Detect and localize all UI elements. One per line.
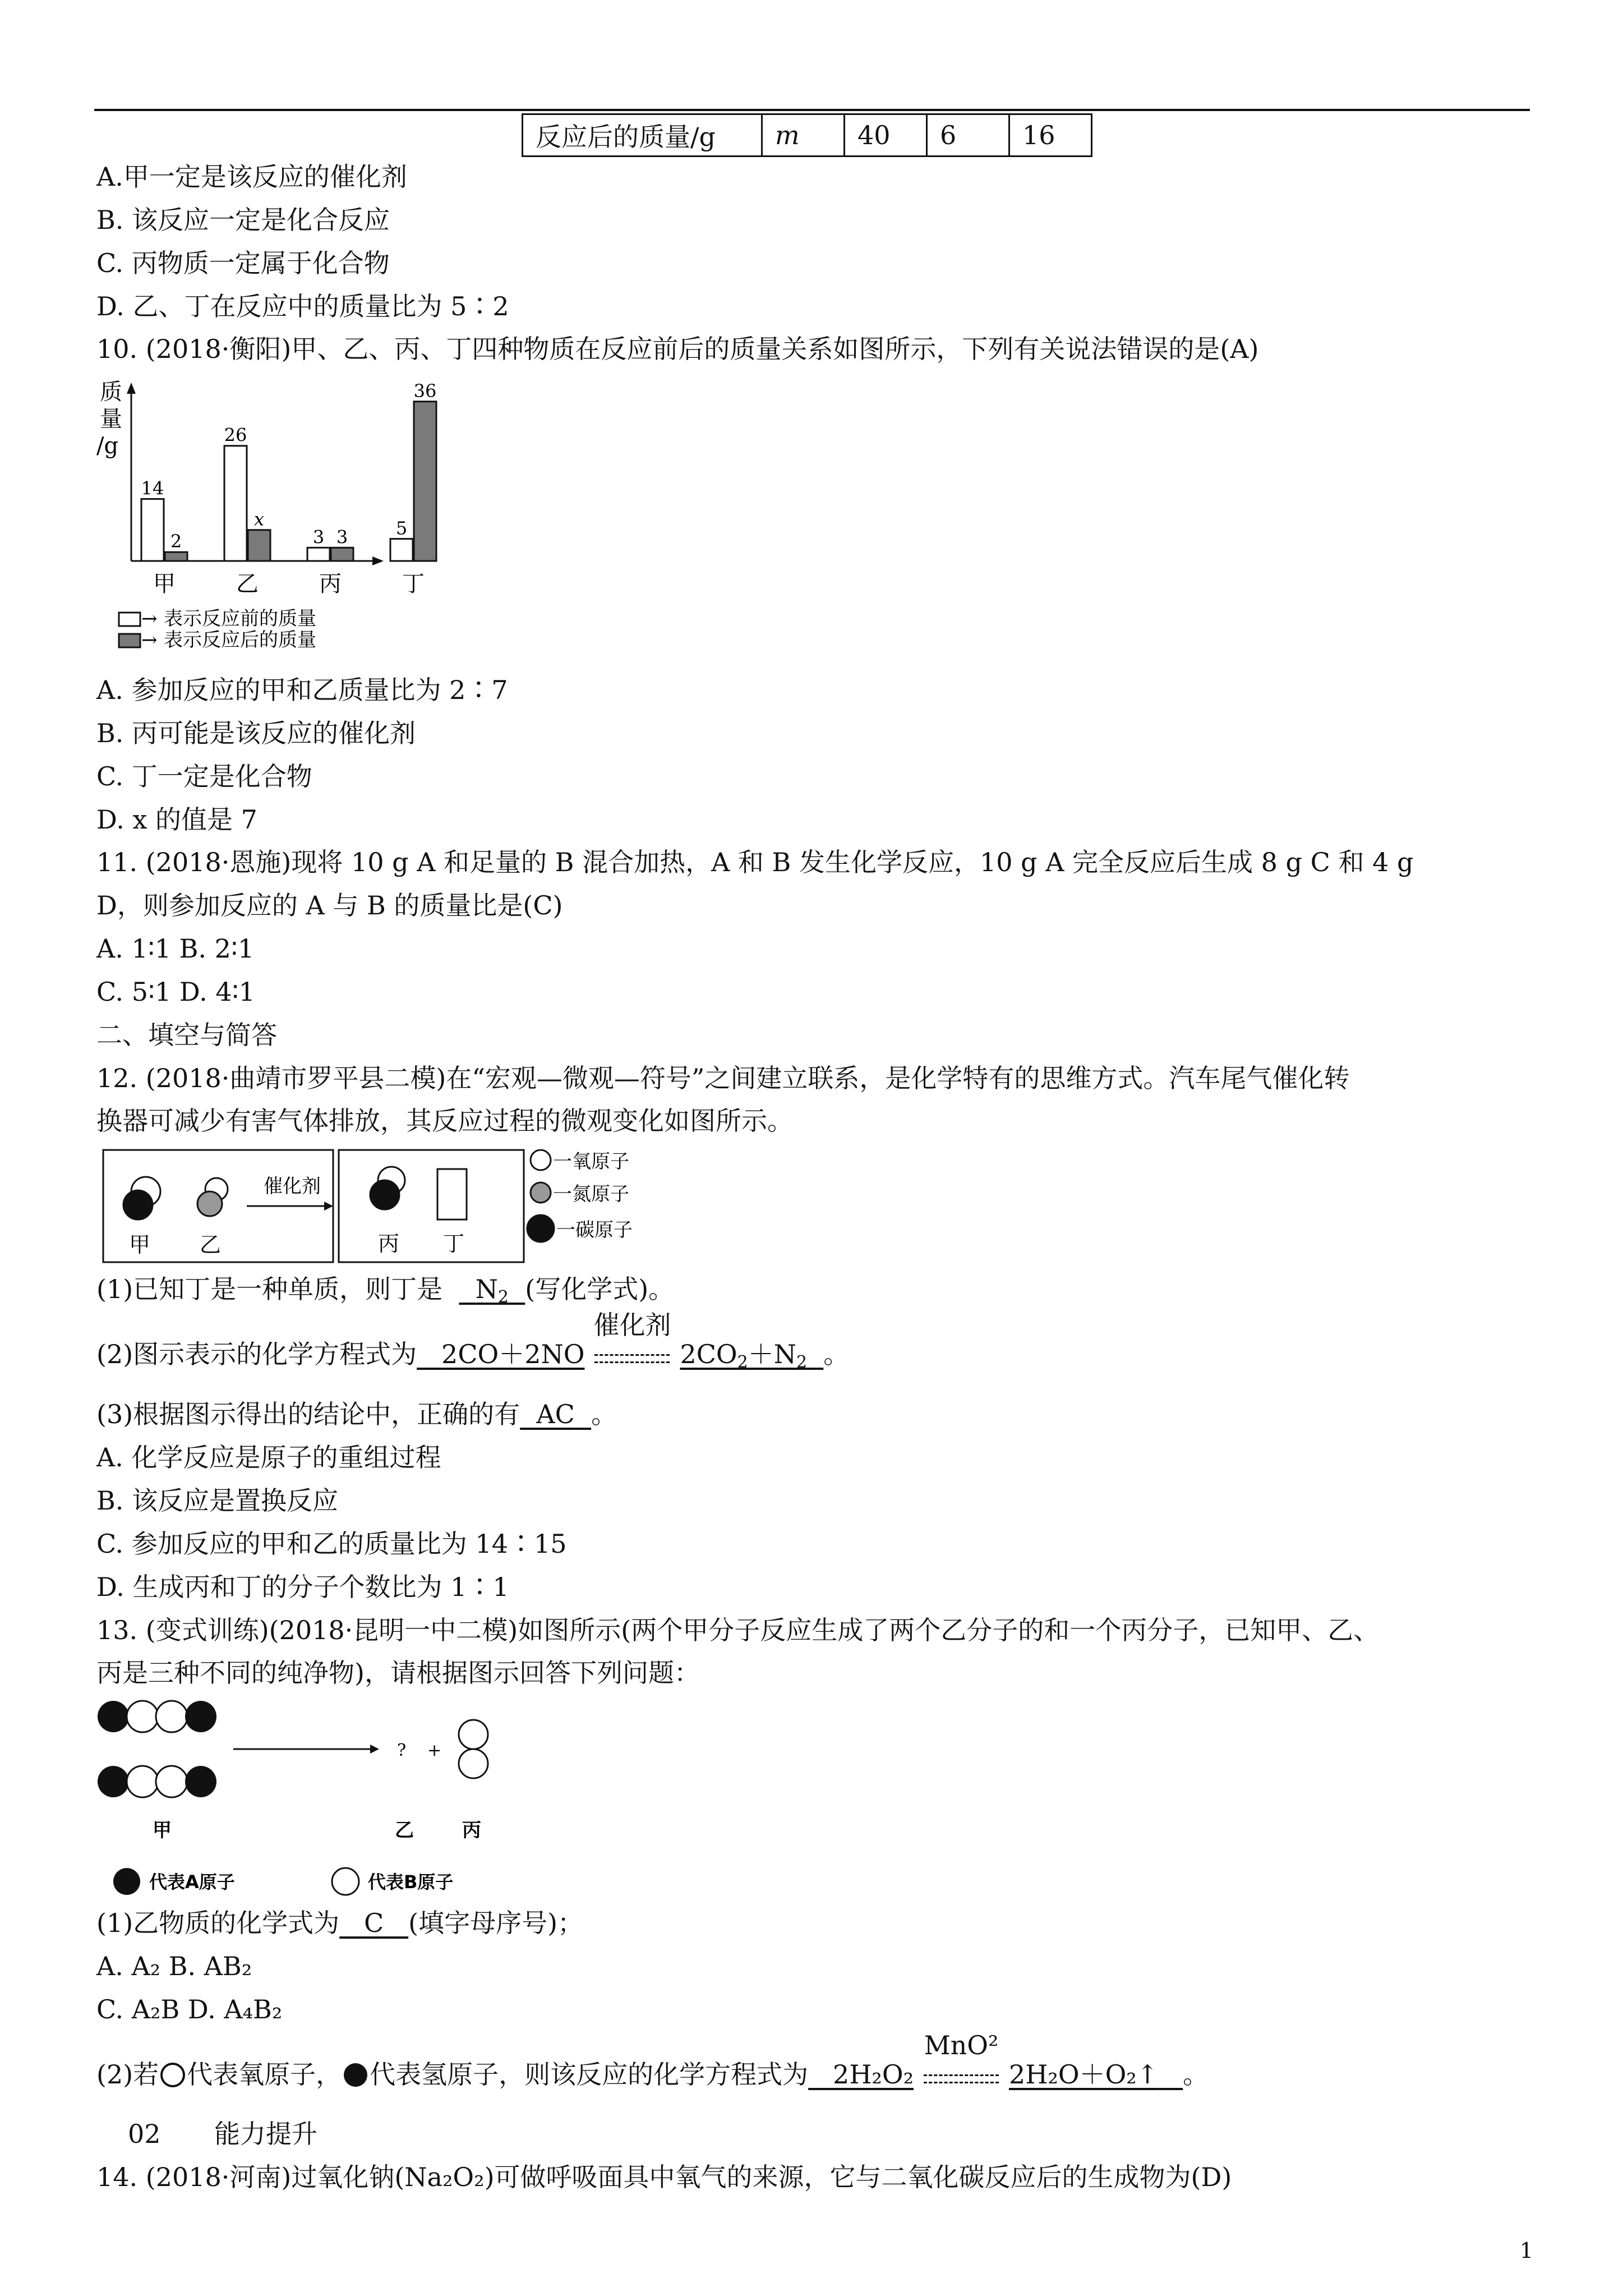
- bar-value-label: 26: [224, 424, 247, 446]
- answer-text: AC: [536, 1399, 575, 1429]
- table-cell: m: [762, 114, 845, 157]
- q13-p2-text-c: 代表氢原子，则该反应的化学方程式为: [370, 2059, 809, 2090]
- bar-after: [248, 530, 270, 561]
- white-circle-icon: [159, 2062, 187, 2088]
- q12-p2-right: [680, 1339, 823, 1372]
- table-row-label: 反应后的质量/g: [523, 114, 762, 157]
- q10-stem: 10. (2018·衡阳)甲、乙、丙、丁四种物质在反应前后的质量关系如图所示，下列有关说法错误的是(A): [96, 334, 1259, 364]
- q13-part-2: [96, 2030, 1209, 2093]
- q11-stem-1: 11. (2018·恩施)现将 10 g A 和足量的 B 混合加热，A 和 B 发生化学反应，10 g A 完全反应后生成 8 g C 和 4 g: [96, 847, 1414, 877]
- q9-option-d: D. 乙、丁在反应中的质量比为 5∶2: [96, 291, 509, 321]
- legend-carbon: 一碳原子: [556, 1219, 633, 1241]
- carbon-atom: [370, 1180, 399, 1209]
- q9-option-b: B. 该反应一定是化合反应: [96, 205, 390, 235]
- category-labels: [153, 571, 425, 597]
- q11-options-1: A. 1∶1 B. 2∶1: [96, 933, 255, 964]
- equals-bars: [924, 2074, 999, 2083]
- top-rule: [94, 109, 1530, 111]
- black-circle-icon: [342, 2062, 370, 2088]
- legend-b: 代表B原子: [368, 1871, 454, 1893]
- equation-left: 2CO＋2NO: [441, 1339, 585, 1369]
- q10-option-c: C. 丁一定是化合物: [96, 761, 312, 792]
- legend-swatch-before: [119, 613, 140, 626]
- section-title: 能力提升: [214, 2119, 317, 2149]
- equation-right: 2H₂O＋O₂↑: [1009, 2059, 1159, 2090]
- bar-chart: [94, 370, 437, 668]
- reaction-arrowhead: [324, 1202, 333, 1211]
- a-atom: [185, 1766, 216, 1797]
- reaction-diagram-12: [94, 1144, 700, 1273]
- plus-sign: +: [427, 1741, 442, 1760]
- section-number: 02: [128, 2119, 161, 2149]
- legend-carbon-icon: [527, 1215, 554, 1242]
- legend-b-icon: [332, 1868, 359, 1895]
- q12-p3-text: (3)根据图示得出的结论中，正确的有: [96, 1399, 520, 1429]
- unknown-molecule: ?: [397, 1741, 407, 1760]
- table-row: [523, 114, 1092, 157]
- q13-p1-text: (1)乙物质的化学式为: [96, 1908, 340, 1938]
- table-cell: 6: [927, 114, 1009, 157]
- x-axis-arrow: [372, 556, 384, 565]
- bar-value-label: 3: [336, 526, 348, 548]
- bar-after: [331, 547, 353, 561]
- b-atom: [459, 1720, 488, 1749]
- q12-p3-tail: 。: [591, 1399, 617, 1429]
- q10-option-a: A. 参加反应的甲和乙质量比为 2∶7: [96, 675, 508, 705]
- q12-option-a: A. 化学反应是原子的重组过程: [96, 1442, 441, 1473]
- legend-label-after: 表示反应后的质量: [164, 629, 316, 651]
- q13-options-1: A. A₂ B. AB₂: [96, 1951, 252, 1981]
- label-ding: 丁: [443, 1231, 465, 1256]
- q13-p2-text-b: 代表氧原子，: [187, 2059, 342, 2090]
- q12-p1-text: (1)已知丁是一种单质，则丁是: [96, 1274, 443, 1304]
- q12-p2-equation: [417, 1339, 584, 1369]
- q11-options-2: C. 5∶1 D. 4∶1: [96, 977, 255, 1007]
- legend-nitrogen: 一氮原子: [553, 1183, 629, 1205]
- q12-p1-tail: (写化学式)。: [525, 1274, 675, 1304]
- q9-option-a: A.甲一定是该反应的催化剂: [96, 162, 407, 192]
- q13-p1-answer: [339, 1908, 408, 1938]
- q13-stem-1: 13. (变式训练)(2018·昆明一中二模)如图所示(两个甲分子反应生成了两个乙分子的和一个丙分子，已知甲、乙、: [96, 1615, 1380, 1645]
- legend-oxygen-icon: [531, 1150, 551, 1170]
- table-cell: 16: [1009, 114, 1092, 157]
- section-heading: 二、填空与简答: [96, 1020, 277, 1050]
- q12-option-d: D. 生成丙和丁的分子个数比为 1∶1: [96, 1572, 509, 1602]
- q12-part-2: [96, 1310, 850, 1379]
- q12-part-3: [96, 1397, 617, 1431]
- a-atom: [98, 1701, 129, 1732]
- bar-value-label: x: [253, 508, 265, 530]
- q12-stem-1: 12. (2018·曲靖市罗平县二模)在“宏观—微观—符号”之间建立联系，是化学特有的思维方式。汽车尾气催化转: [96, 1063, 1350, 1093]
- b-atom: [156, 1701, 187, 1732]
- a-atom: [98, 1766, 129, 1797]
- q13-part-1: [96, 1906, 583, 1940]
- condition-text: MnO²: [924, 2030, 999, 2060]
- q9-option-c: C. 丙物质一定属于化合物: [96, 248, 390, 278]
- carbon-atom: [123, 1190, 153, 1220]
- bar-value-label: 14: [141, 477, 164, 499]
- catalyst-condition: [584, 1310, 680, 1373]
- category-label: 丁: [402, 571, 425, 597]
- b-atom: [459, 1749, 488, 1778]
- bar-value-label: 5: [395, 517, 408, 539]
- bar-before: [224, 446, 247, 561]
- legend-label-before: 表示反应前的质量: [164, 608, 316, 630]
- label-yi: 乙: [200, 1232, 222, 1257]
- q12-p2-tail: 。: [823, 1339, 850, 1369]
- q13-p2-left: [808, 2059, 914, 2090]
- mno2-condition: [914, 2030, 1009, 2093]
- equation-right-b: ＋N: [748, 1339, 796, 1369]
- nitrogen-atom: [197, 1191, 222, 1216]
- answer-text: N: [475, 1274, 498, 1304]
- mass-table: [522, 113, 1092, 157]
- q14-stem: 14. (2018·河南)过氧化钠(Na₂O₂)可做呼吸面具中氧气的来源，它与二氧化碳反应后的生成物为(D): [96, 2162, 1232, 2192]
- legend-arrow-before: →: [141, 608, 158, 630]
- q12-p2-text: (2)图示表示的化学方程式为: [96, 1339, 417, 1369]
- q13-stem-2: 丙是三种不同的纯净物)，请根据图示回答下列问题：: [96, 1658, 700, 1688]
- category-label: 乙: [236, 571, 259, 597]
- bar-before: [307, 547, 330, 561]
- category-label: 丙: [319, 571, 342, 597]
- legend-a: 代表A原子: [149, 1871, 235, 1893]
- label-jia: 甲: [153, 1819, 172, 1842]
- q12-stem-2: 换器可减少有害气体排放，其反应过程的微观变化如图所示。: [96, 1106, 793, 1136]
- q13-p1-tail: (填字母序号)；: [408, 1908, 584, 1938]
- page-number: 1: [1519, 2238, 1533, 2263]
- answer-text: C: [364, 1908, 384, 1938]
- bars-group: [141, 380, 437, 561]
- subscript: 2: [796, 1352, 808, 1372]
- q10-option-b: B. 丙可能是该反应的催化剂: [96, 718, 416, 748]
- legend-a-icon: [113, 1868, 140, 1895]
- q13-p2-right: [1009, 2059, 1183, 2090]
- category-label: 甲: [153, 571, 176, 597]
- y-label-2: 量: [100, 406, 122, 432]
- a-atom: [185, 1701, 216, 1732]
- equals-bars: [594, 1354, 670, 1363]
- bar-before: [390, 539, 413, 561]
- b-atom: [127, 1701, 158, 1732]
- legend-swatch-after: [119, 634, 140, 647]
- y-label-1: 质: [100, 379, 122, 405]
- product-box: [339, 1150, 524, 1262]
- b-atom: [156, 1766, 187, 1797]
- catalyst-label: 催化剂: [264, 1175, 321, 1198]
- reaction-arrowhead: [370, 1745, 379, 1754]
- label-bing: 丙: [378, 1231, 400, 1256]
- empty-molecule-box: [437, 1169, 467, 1220]
- q12-option-b: B. 该反应是置换反应: [96, 1485, 339, 1516]
- condition-text: 催化剂: [593, 1310, 671, 1340]
- y-axis-arrow: [127, 383, 136, 394]
- label-jia: 甲: [129, 1232, 151, 1257]
- legend-oxygen: 一氧原子: [553, 1151, 629, 1173]
- bar-value-label: 2: [170, 531, 182, 553]
- bar-value-label: 3: [312, 526, 325, 548]
- equation-right-a: 2CO: [680, 1339, 737, 1369]
- q12-p1-answer: [459, 1274, 525, 1307]
- bar-value-label: 36: [413, 380, 437, 402]
- b-atom: [127, 1766, 158, 1797]
- q12-p3-answer: [520, 1399, 591, 1429]
- bar-after: [165, 552, 187, 561]
- bar-after: [414, 402, 436, 561]
- table-cell: 40: [845, 114, 927, 157]
- q13-options-2: C. A₂B D. A₄B₂: [96, 1994, 283, 2024]
- q13-p2-text-a: (2)若: [96, 2059, 159, 2090]
- legend-nitrogen-icon: [531, 1182, 551, 1203]
- equation-left: 2H₂O₂: [833, 2059, 914, 2090]
- answer-subscript: 2: [497, 1287, 509, 1307]
- legend-arrow-after: →: [141, 629, 158, 651]
- label-bing: 丙: [462, 1819, 481, 1842]
- reaction-diagram-13: [94, 1694, 599, 1902]
- q13-p2-tail: 。: [1183, 2059, 1209, 2090]
- label-yi: 乙: [395, 1819, 414, 1842]
- bar-before: [141, 499, 164, 561]
- q10-option-d: D. x 的值是 7: [96, 804, 257, 835]
- subscript: 2: [737, 1352, 748, 1372]
- q11-stem-2: D，则参加反应的 A 与 B 的质量比是(C): [96, 890, 563, 921]
- q12-option-c: C. 参加反应的甲和乙的质量比为 14∶15: [96, 1529, 567, 1559]
- y-label-3: /g: [96, 433, 119, 459]
